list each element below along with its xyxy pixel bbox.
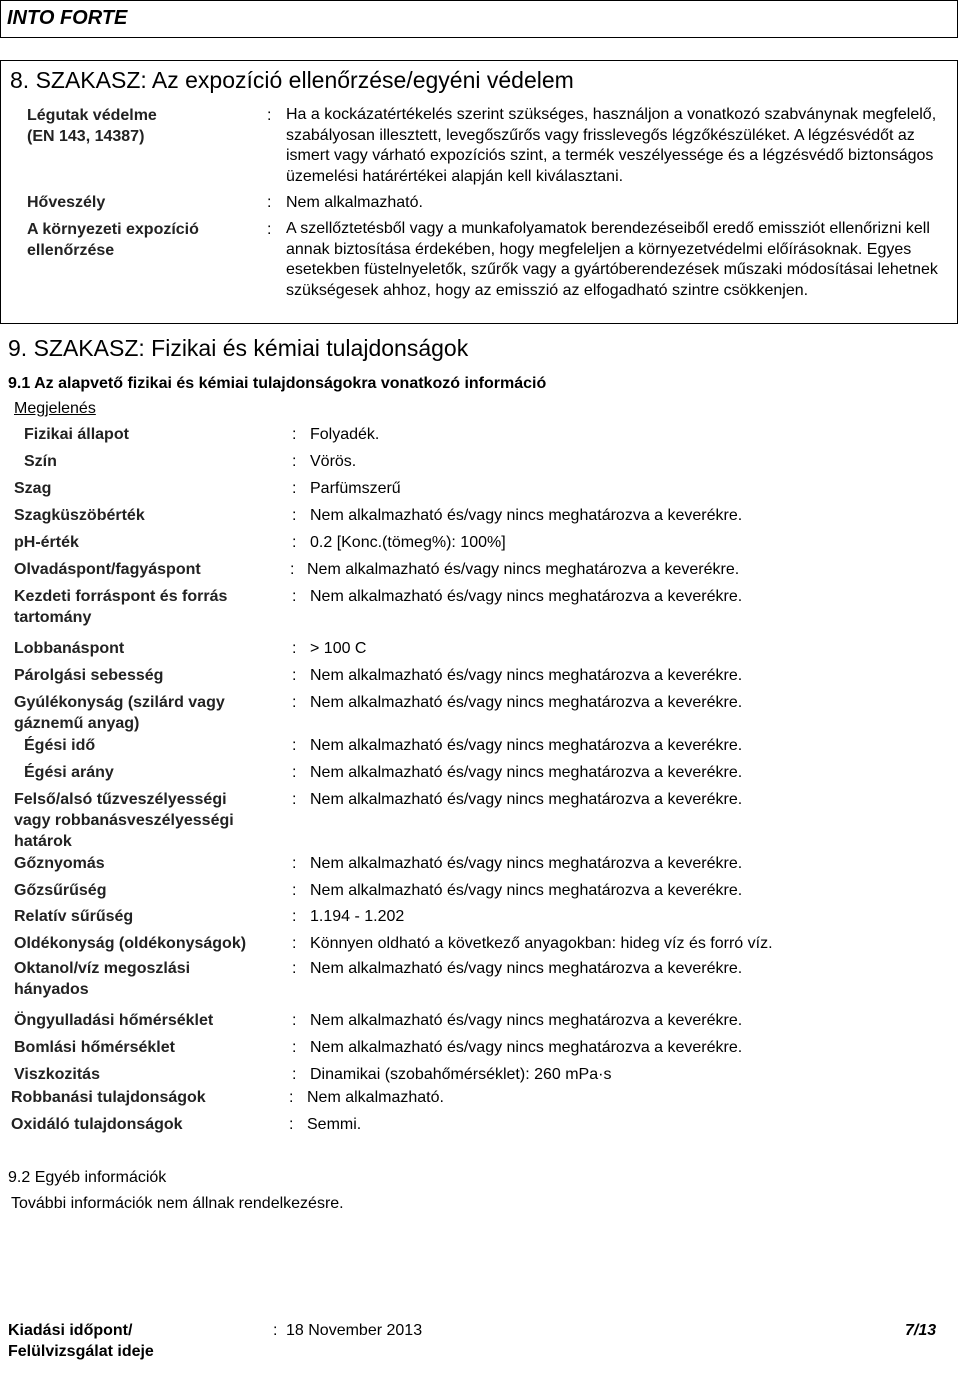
prop-label: Párolgási sebesség	[14, 667, 164, 684]
prop-value: Semmi.	[307, 1116, 362, 1133]
colon: :	[292, 588, 297, 605]
appearance-heading: Megjelenés	[14, 400, 96, 417]
colon: :	[292, 935, 297, 952]
prop-value: Nem alkalmazható és/vagy nincs meghatározva a keverékre.	[310, 667, 743, 684]
footer-date: 18 November 2013	[286, 1322, 423, 1339]
prop-value: Folyadék.	[310, 426, 380, 443]
colon: :	[292, 426, 297, 443]
colon: :	[290, 561, 295, 578]
prop-label: vagy robbanásveszélyességi	[14, 812, 234, 829]
prop-label: Felső/alsó tűzveszélyességi	[14, 791, 227, 808]
prop-label: Szín	[24, 453, 57, 470]
colon: :	[292, 1012, 297, 1029]
s8-label-respiratory-1: Légutak védelme	[27, 107, 157, 124]
prop-label: Robbanási tulajdonságok	[11, 1089, 206, 1106]
prop-value: Nem alkalmazható és/vagy nincs meghatározva a keverékre.	[310, 791, 743, 808]
prop-label: Olvadáspont/fagyáspont	[14, 561, 201, 578]
s8-value-environment: A szellőztetésből vagy a munkafolyamatok berendezéseiből eredő emissziót ellenőrizni kell annak biztosítása érdekében, hogy megfeleljen a környezetvédelmi előírásoknak. Egyes esetekben füstelnyeletők, szűrők vagy a gyártóberendezések műszaki módosításai lehetnek szükségesek ahhoz, hogy az emisszió az elfogadható szintre csökkenjen.	[286, 220, 938, 299]
prop-label: Szagküszöbérték	[14, 507, 145, 524]
other-info-text: További információk nem állnak rendelkezésre.	[11, 1195, 344, 1212]
colon: :	[292, 960, 297, 977]
colon: :	[267, 194, 272, 211]
colon: :	[292, 1066, 297, 1083]
prop-label: Kezdeti forráspont és forrás	[14, 588, 228, 605]
colon: :	[292, 1039, 297, 1056]
colon: :	[267, 107, 272, 124]
prop-label: Égési idő	[24, 737, 96, 754]
s8-label-respiratory-2: (EN 143, 14387)	[27, 128, 145, 145]
page-number: 7/13	[905, 1322, 937, 1339]
colon: :	[292, 882, 297, 899]
prop-value: Nem alkalmazható és/vagy nincs meghatározva a keverékre.	[310, 1039, 743, 1056]
other-info-heading: 9.2 Egyéb információk	[8, 1169, 167, 1186]
prop-label: Öngyulladási hőmérséklet	[14, 1012, 214, 1029]
colon: :	[292, 694, 297, 711]
colon: :	[292, 640, 297, 657]
prop-value: Nem alkalmazható és/vagy nincs meghatározva a keverékre.	[310, 1012, 743, 1029]
prop-value: 0.2 [Konc.(tömeg%): 100%]	[310, 534, 506, 551]
colon: :	[267, 221, 272, 238]
prop-value: Nem alkalmazható és/vagy nincs meghatározva a keverékre.	[310, 588, 743, 605]
prop-label: Viszkozitás	[14, 1066, 100, 1083]
prop-value: Nem alkalmazható és/vagy nincs meghatározva a keverékre.	[310, 507, 743, 524]
prop-label: tartomány	[14, 609, 92, 626]
document-header	[0, 0, 958, 38]
footer-label-1: Kiadási időpont/	[8, 1322, 133, 1339]
prop-label: Gőzsűrűség	[14, 882, 107, 899]
section9-subtitle: 9.1 Az alapvető fizikai és kémiai tulajdonságokra vonatkozó információ	[8, 375, 547, 392]
s8-label-environment-2: ellenőrzése	[27, 242, 115, 259]
colon: :	[292, 855, 297, 872]
colon: :	[292, 453, 297, 470]
prop-label: pH-érték	[14, 534, 79, 551]
s8-value-respiratory: Ha a kockázatértékelés szerint szükséges, használjon a vonatkozó szabványnak megfelelő, szabályosan illesztett, levegőszűrős vagy frisslevegős légzőkészüléket. A légzésvédőt az ismert vagy várható expozíciós szint, a termék veszélyessége és a légzésvédő biztonságos üzemelési határértékei alapján kell kiválasztani.	[286, 106, 937, 185]
colon: :	[292, 908, 297, 925]
prop-label: Relatív sűrűség	[14, 908, 134, 925]
prop-value: Nem alkalmazható és/vagy nincs meghatározva a keverékre.	[307, 561, 740, 578]
colon: :	[292, 791, 297, 808]
footer-label-2: Felülvizsgálat ideje	[8, 1343, 154, 1360]
s8-label-environment-1: A környezeti expozíció	[27, 221, 199, 238]
prop-value: 1.194 - 1.202	[310, 908, 405, 925]
prop-value: > 100 C	[310, 640, 367, 657]
product-title: INTO FORTE	[7, 7, 128, 29]
prop-value: Nem alkalmazható és/vagy nincs meghatározva a keverékre.	[310, 960, 743, 977]
prop-value: Nem alkalmazható és/vagy nincs meghatározva a keverékre.	[310, 764, 743, 781]
prop-value: Vörös.	[310, 453, 357, 470]
colon: :	[289, 1116, 294, 1133]
prop-label: határok	[14, 833, 72, 850]
prop-value: Nem alkalmazható és/vagy nincs meghatározva a keverékre.	[310, 694, 743, 711]
colon: :	[292, 534, 297, 551]
prop-label: Oldékonyság (oldékonyságok)	[14, 935, 247, 952]
colon: :	[292, 737, 297, 754]
section8-title: 8. SZAKASZ: Az expozíció ellenőrzése/egyéni védelem	[10, 67, 574, 93]
prop-label: Szag	[14, 480, 52, 497]
prop-value: Parfümszerű	[310, 480, 401, 497]
s8-label-thermal: Hőveszély	[27, 194, 106, 211]
prop-value: Nem alkalmazható és/vagy nincs meghatározva a keverékre.	[310, 737, 743, 754]
prop-value: Nem alkalmazható és/vagy nincs meghatározva a keverékre.	[310, 855, 743, 872]
colon: :	[292, 764, 297, 781]
prop-label: gáznemű anyag)	[14, 715, 140, 732]
prop-label: hányados	[14, 981, 89, 998]
colon: :	[292, 667, 297, 684]
colon: :	[273, 1322, 278, 1339]
prop-label: Fizikai állapot	[24, 426, 129, 443]
section9-title: 9. SZAKASZ: Fizikai és kémiai tulajdonságok	[8, 335, 469, 361]
prop-value: Dinamikai (szobahőmérséklet): 260 mPa·s	[310, 1066, 612, 1083]
prop-label: Lobbanáspont	[14, 640, 125, 657]
prop-label: Gőznyomás	[14, 855, 105, 872]
prop-value: Könnyen oldható a következő anyagokban: hideg víz és forró víz.	[310, 935, 773, 952]
s8-value-thermal: Nem alkalmazható.	[286, 194, 423, 211]
prop-label: Oktanol/víz megoszlási	[14, 960, 191, 977]
prop-label: Bomlási hőmérséklet	[14, 1039, 175, 1056]
colon: :	[292, 507, 297, 524]
prop-value: Nem alkalmazható.	[307, 1089, 444, 1106]
prop-label: Égési arány	[24, 764, 114, 781]
colon: :	[292, 480, 297, 497]
prop-value: Nem alkalmazható és/vagy nincs meghatározva a keverékre.	[310, 882, 743, 899]
colon: :	[289, 1089, 294, 1106]
prop-label: Oxidáló tulajdonságok	[11, 1116, 183, 1133]
prop-label: Gyúlékonyság (szilárd vagy	[14, 694, 225, 711]
